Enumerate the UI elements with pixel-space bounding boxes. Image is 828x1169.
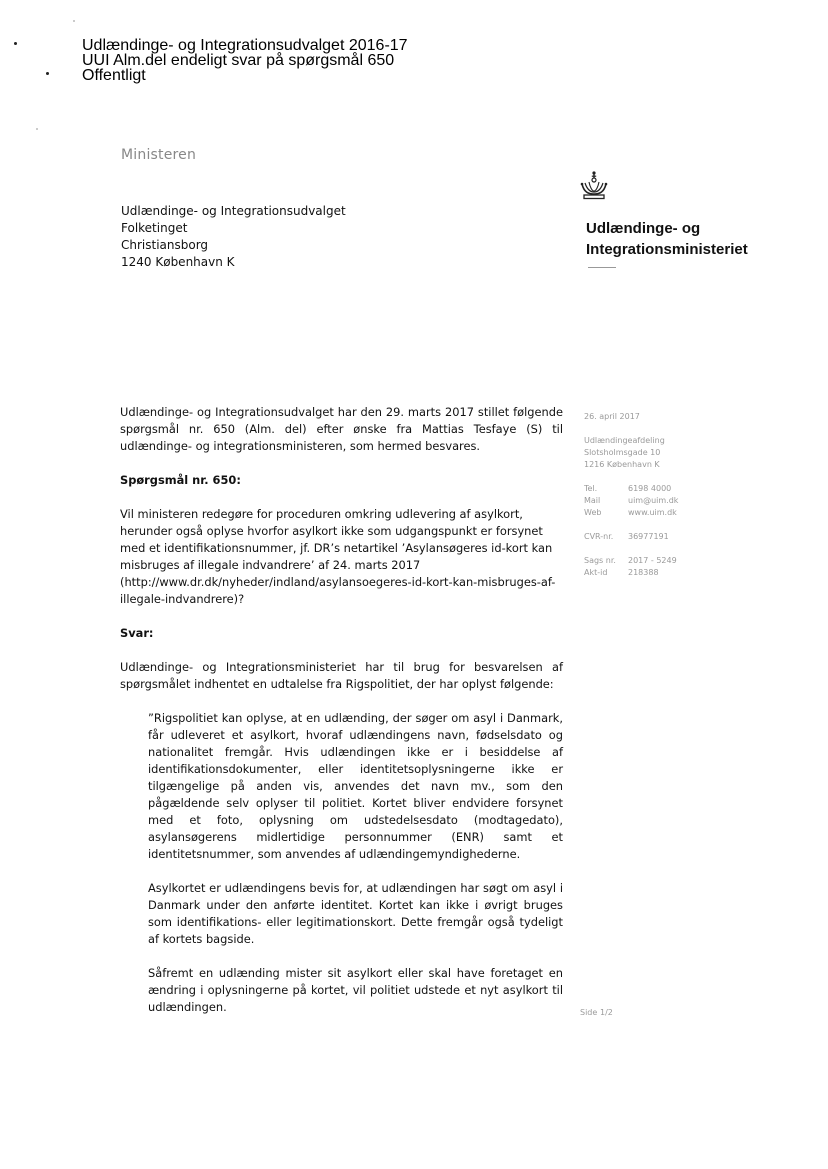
document-id-label: Akt-id [584, 568, 608, 577]
case-number-value: 2017 - 5249 [628, 556, 677, 565]
page-number [580, 1008, 613, 1017]
cvr-value: 36977191 [628, 532, 669, 541]
quote-paragraph: ”Rigspolitiet kan oplyse, at en udlænding, der søger om asyl i Danmark, får udleveret et asylkort, hvoraf udlændingens navn, fødselsdato og nationalitet fremgår. Hvis udlændingen ikke er i besiddelse af identifikationsdokumenter, eller identitetsoplysningerne ikke er tilgængelige på anden vis, anvendes det navn mv., som den pågældende selv oplyser til politiet. Kortet bliver endvidere forsynet med et foto, oplysning om udstedelsesdato (modtagedato), asylansøgerens midlertidige personnummer (ENR) samt et identitetsnummer, som anvendes af udlændingemyndighederne. [148, 711, 563, 861]
answer-heading: Svar: [120, 626, 154, 640]
case-number [584, 555, 714, 567]
ministry-divider [588, 267, 616, 268]
recipient-line: Christiansborg [121, 238, 209, 252]
contact-web-value: www.uim.dk [628, 508, 677, 517]
header-stamp [82, 38, 408, 83]
department-city: 1216 København K [584, 460, 660, 469]
recipient-line: Udlændinge- og Integrationsudvalget [121, 204, 346, 218]
recipient-address [121, 203, 346, 271]
page-number-value: 1/2 [600, 1008, 613, 1017]
document-id-value: 218388 [628, 568, 659, 577]
sender-label: Ministeren [121, 147, 197, 163]
cvr-label: CVR-nr. [584, 532, 614, 541]
department-name: Udlændingeafdeling [584, 436, 665, 445]
department-street: Slotsholmsgade 10 [584, 448, 661, 457]
case-number-label: Sags nr. [584, 556, 616, 565]
scan-speck [14, 42, 17, 45]
ministry-name-line: Integrationsministeriet [586, 241, 748, 258]
cvr-number [584, 531, 714, 543]
contact-mail [584, 495, 714, 507]
letter-metadata [584, 411, 714, 579]
header-stamp-status: Offentligt [82, 67, 146, 84]
contact-tel-value: 6198 4000 [628, 484, 672, 493]
ministry-name-line: Udlændinge- og [586, 220, 701, 237]
ministry-name [586, 218, 748, 260]
scan-speck [36, 128, 38, 130]
quote-paragraph: Asylkortet er udlændingens bevis for, at udlændingen har søgt om asyl i Danmark under den anførte identitet. Kortet kan ikke i øvrigt bruges som identifikations- eller legitimationskort. Dette fremgår også tydeligt af kortets bagside. [148, 881, 563, 946]
answer-intro-paragraph: Udlændinge- og Integrationsministeriet har til brug for besvarelsen af spørgsmålet indhentet en udtalelse fra Rigspolitiet, der har oplyst følgende: [120, 660, 563, 691]
header-stamp-reference: UUI Alm.del endeligt svar på spørgsmål 650 [82, 52, 395, 69]
page-number-label: Side [580, 1008, 598, 1017]
contact-tel-label: Tel. [584, 484, 598, 493]
question-heading: Spørgsmål nr. 650: [120, 473, 241, 487]
contact-tel [584, 483, 714, 495]
question-paragraph: Vil ministeren redegøre for proceduren omkring udlevering af asylkort, herunder også oplyse hvorfor asylkort ikke som udgangspunkt er forsynet med et identifikationsnummer, jf. DR’s netartikel ’Asylansøgeres id-kort kan misbruges af illegale indvandrere’ af 24. marts 2017 (http://www.dr.dk/nyheder/indland/asylansoegeres-id-kort-kan-misbruges-af-illegale-indvandrere)? [120, 507, 556, 606]
recipient-line: Folketinget [121, 221, 188, 235]
scan-speck [46, 72, 49, 75]
document-id [584, 567, 714, 579]
quote-paragraph: Såfremt en udlænding mister sit asylkort eller skal have foretaget en ændring i oplysningerne på kortet, vil politiet udstede et nyt asylkort til udlændingen. [148, 966, 563, 1014]
intro-paragraph: Udlændinge- og Integrationsudvalget har den 29. marts 2017 stillet følgende spørgsmål nr. 650 (Alm. del) efter ønske fra Mattias Tesfaye (S) til udlændinge- og integrationsministeren, som hermed besvares. [120, 405, 563, 453]
header-stamp-committee: Udlændinge- og Integrationsudvalget 2016-17 [82, 37, 408, 54]
contact-web [584, 507, 714, 519]
contact-mail-label: Mail [584, 496, 601, 505]
letter-date: 26. april 2017 [584, 412, 640, 421]
contact-web-label: Web [584, 508, 602, 517]
contact-mail-value: uim@uim.dk [628, 496, 679, 505]
letter-body [120, 404, 563, 1033]
recipient-line: 1240 København K [121, 255, 235, 269]
crown-icon [578, 170, 610, 202]
scan-speck [73, 20, 75, 22]
